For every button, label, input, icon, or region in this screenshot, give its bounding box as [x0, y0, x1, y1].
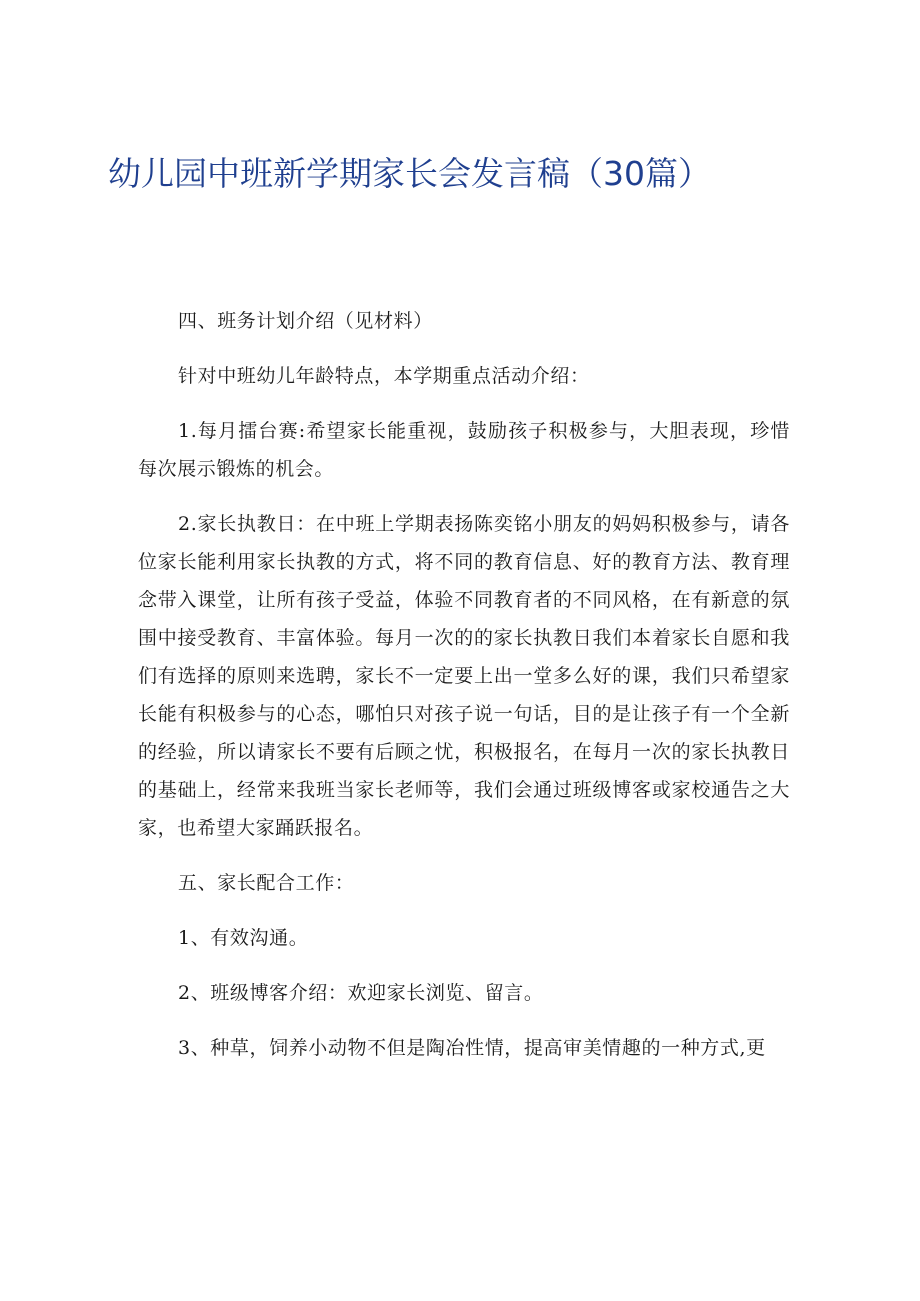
section-heading-parent-cooperation: 五、家长配合工作： [178, 872, 355, 894]
section-heading-class-plan: 四、班务计划介绍（见材料） [178, 310, 433, 332]
document-title: 幼儿园中班新学期家长会发言稿（30篇） [108, 154, 711, 193]
list-item-plants-animals: 3、种草，饲养小动物不但是陶冶性情，提高审美情趣的一种方式,更 [178, 1037, 766, 1059]
list-item-communication: 1、有效沟通。 [178, 927, 309, 949]
paragraph-parent-teaching-day: 2.家长执教日：在中班上学期表扬陈奕铭小朋友的妈妈积极参与，请各位家长能利用家长执教的方式，将不同的教育信息、好的教育方法、教育理念带入课堂，让所有孩子受益，体验不同教育者的不同风格，在有新意的氛围中接受教育、丰富体验。每月一次的的家长执教日我们本着家长自愿和我们有选择的原则来选聘，家长不一定要上出一堂多么好的课，我们只希望家长能有积极参与的心态，哪怕只对孩子说一句话，目的是让孩子有一个全新的经验，所以请家长不要有后顾之忧，积极报名，在每月一次的家长执教日的基础上，经常来我班当家长老师等，我们会通过班级博客或家校通告之大家，也希望大家踊跃报名。 [138, 513, 790, 839]
list-item-class-blog: 2、班级博客介绍：欢迎家长浏览、留言。 [178, 982, 544, 1004]
document-body [138, 302, 790, 1084]
paragraph-activities-intro: 针对中班幼儿年龄特点，本学期重点活动介绍： [178, 365, 590, 387]
paragraph-monthly-contest: 1.每月擂台赛:希望家长能重视，鼓励孩子积极参与，大胆表现，珍惜每次展示锻炼的机会。 [138, 420, 790, 480]
